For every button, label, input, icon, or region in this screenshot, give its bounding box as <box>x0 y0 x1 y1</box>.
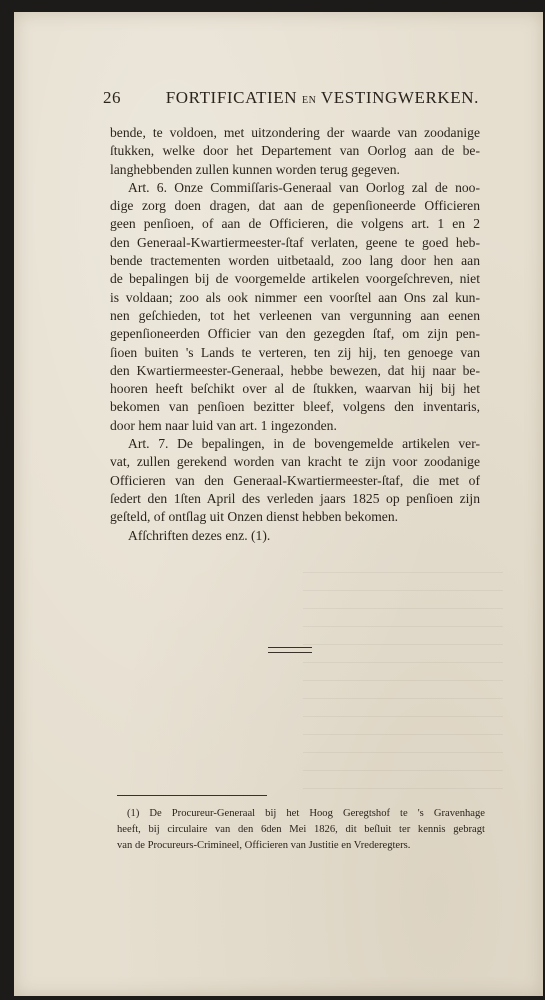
article-7-line: Art. 7. De bepalingen, in de bovengemelde artikelen ver- <box>128 436 480 452</box>
text-line: ſedert den 1ſten April des verleden jaars 1825 op penſioen zijn <box>110 490 480 506</box>
text-line: gepenſioneerden Officier van den gezegden ſtaf, om zijn pen- <box>110 326 480 342</box>
text-line: bende tractementen worden uitbetaald, zoo lang door hen aan <box>110 253 480 269</box>
text-line: ſtukken, welke door het Departement van Oorlog aan de be- <box>110 143 480 159</box>
footnote-line: (1) De Procureur-Generaal bij het Hoog Geregtshof te 's Gravenhage <box>127 808 485 819</box>
text-line: geen penſioen, of aan de Officieren, die volgens art. 1 en 2 <box>110 216 480 232</box>
footnote-line: van de Procureurs-Crimineel, Officieren van Justitie en Vrederegters. <box>117 840 411 851</box>
text-line: Officieren van den Generaal-Kwartiermeester-ſtaf, die met of <box>110 472 480 488</box>
closing-line: Afſchriften dezes enz. (1). <box>128 527 271 543</box>
running-title-connector: EN <box>302 95 317 106</box>
body-text <box>110 124 480 545</box>
text-line: de bepalingen bij de voorgemelde artikelen voorgeſchreven, niet <box>110 271 480 287</box>
text-line: langhebbenden zullen kunnen worden terug gegeven. <box>110 161 400 177</box>
text-line: is voldaan; zoo als ook nimmer een voorſtel aan Ons zal kun- <box>110 289 480 305</box>
footnote-line: heeft, bij circulaire van den 6den Mei 1826, dit beſluit ter kennis gebragt <box>117 824 485 835</box>
text-line: den Generaal-Kwartiermeester-ſtaf verlaten, geene te goed heb- <box>110 234 480 250</box>
text-line: den Kwartiermeester-Generaal, hebbe bewezen, dat hij naar be- <box>110 362 480 378</box>
running-title <box>166 88 479 108</box>
text-line: door hem naar luid van art. 1 ingezonden. <box>110 417 337 433</box>
text-line: geſteld, of ontſlag uit Onzen dienst hebben bekomen. <box>110 509 399 525</box>
text-line: dige zorg doen dragen, dat aan de gepenſioneerde Officieren <box>110 198 480 214</box>
text-line: nen geſchieden, tot het verleenen van vergunning aan eenen <box>110 307 480 323</box>
section-ornament-rule <box>268 647 312 653</box>
article-6-line: Art. 6. Onze Commiſſaris-Generaal van Oorlog zal de noo- <box>128 179 480 195</box>
text-line: ſioen buiten 's Lands te verteren, ten zij hij, ten genoege van <box>110 344 480 360</box>
footnote-rule <box>117 795 267 796</box>
running-header <box>103 88 479 114</box>
footnote <box>117 806 485 854</box>
text-line: bende, te voldoen, met uitzondering der waarde van zoodanige <box>110 125 480 140</box>
page-number: 26 <box>103 88 121 107</box>
page-show-through <box>303 572 503 792</box>
text-line: hooren heeft beſchikt over al de ſtukken, waarvan hij bij het <box>110 381 480 397</box>
running-title-part1: FORTIFICATIEN <box>165 88 298 107</box>
text-line: vat, zullen gerekend worden van kracht te zijn voor zoodanige <box>110 454 480 470</box>
text-line: bekomen van penſioen bezitter bleef, volgens den inventaris, <box>110 399 480 415</box>
running-title-part2: VESTINGWERKEN. <box>320 88 479 107</box>
